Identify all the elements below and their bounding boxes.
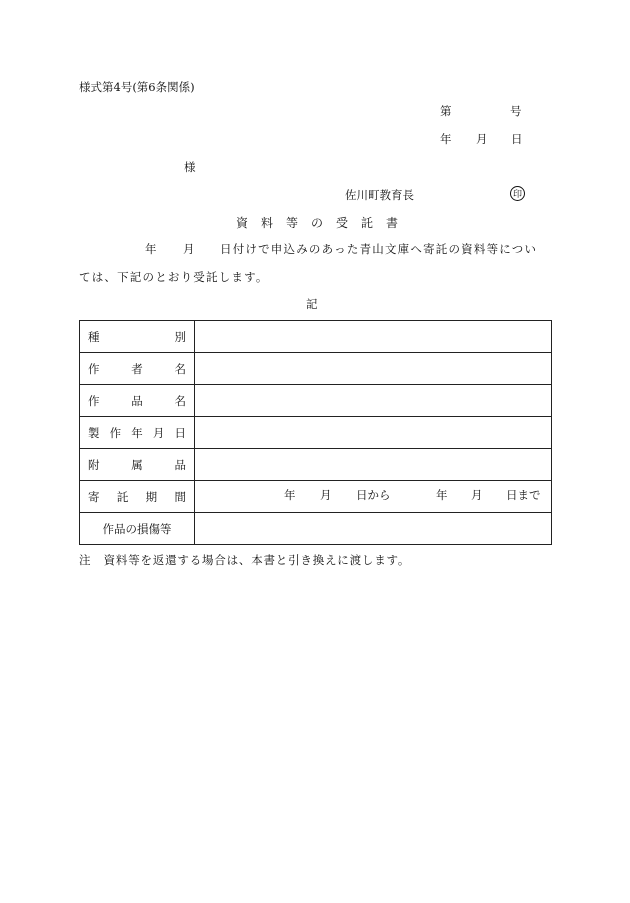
row-label-char: 作品の損傷等 — [102, 521, 172, 536]
date-month-label: 月 — [476, 132, 488, 146]
form-number-label: 様式第4号(第6条関係) — [79, 80, 195, 94]
row-label-char: 作 — [109, 425, 122, 440]
row-label-char: 期 — [145, 489, 158, 504]
deposit-details-table — [79, 320, 552, 545]
body-month-label: 月 — [183, 242, 195, 256]
seal-icon: 印 — [510, 186, 525, 201]
row-label-char: 別 — [174, 329, 186, 344]
table-row-accessories — [80, 449, 552, 481]
period-to-year: 年 — [436, 488, 448, 502]
row-label-char: 月 — [152, 425, 165, 440]
table-row-damage — [80, 513, 552, 545]
document-number-prefix: 第 — [440, 104, 452, 118]
date-day-label: 日 — [511, 132, 523, 146]
row-value-production-date[interactable] — [195, 417, 552, 449]
row-label — [80, 513, 195, 545]
row-value-work-title[interactable] — [195, 385, 552, 417]
row-label-char: 名 — [174, 393, 186, 408]
document-title: 資料等の受託書 — [236, 216, 412, 230]
row-label-char: 附 — [88, 457, 100, 472]
row-label-text — [88, 393, 186, 409]
row-label — [80, 417, 195, 449]
row-label-char: 寄 — [88, 489, 100, 504]
table-row-type — [80, 321, 552, 353]
row-label-char: 間 — [174, 489, 186, 504]
row-label-char: 託 — [116, 489, 129, 504]
date-year-label: 年 — [440, 132, 452, 146]
row-label-text — [88, 457, 186, 473]
period-to-day: 日まで — [506, 488, 541, 502]
row-label-text — [88, 489, 186, 505]
row-label — [80, 481, 195, 513]
row-label-text — [88, 521, 186, 537]
document-number-suffix: 号 — [510, 104, 522, 118]
row-label-char: 者 — [131, 361, 143, 376]
table-row-production-date — [80, 417, 552, 449]
ki-heading: 記 — [306, 297, 318, 311]
row-value-accessories[interactable] — [195, 449, 552, 481]
row-label-char: 種 — [88, 329, 100, 344]
row-value-type[interactable] — [195, 321, 552, 353]
row-label — [80, 353, 195, 385]
row-value-damage[interactable] — [195, 513, 552, 545]
row-label-char: 作 — [88, 361, 100, 376]
row-label-char: 年 — [131, 425, 143, 440]
row-value-deposit-period[interactable] — [195, 481, 552, 513]
issuer-name: 佐川町教育長 — [345, 188, 414, 202]
row-label-char: 品 — [131, 393, 143, 408]
row-label — [80, 449, 195, 481]
body-line-2: ては、下記のとおり受託します。 — [79, 270, 269, 284]
body-line-1-text: 日付けで申込みのあった青山文庫へ寄託の資料等につい — [220, 242, 538, 256]
period-text — [195, 481, 551, 512]
row-value-author[interactable] — [195, 353, 552, 385]
row-label — [80, 321, 195, 353]
row-label-text — [88, 329, 186, 345]
footnote: 注 資料等を返還する場合は、本書と引き換えに渡します。 — [79, 553, 411, 567]
addressee-honorific: 様 — [184, 160, 196, 174]
body-year-label: 年 — [145, 242, 157, 256]
row-label-char: 名 — [174, 361, 186, 376]
period-from-day: 日から — [356, 488, 391, 502]
row-label-text — [88, 361, 186, 377]
row-label-char: 属 — [131, 457, 143, 472]
period-to-month: 月 — [471, 488, 483, 502]
period-from-year: 年 — [284, 488, 296, 502]
row-label-char: 製 — [88, 425, 100, 440]
table-row-work-title — [80, 385, 552, 417]
row-label-text — [88, 425, 186, 441]
row-label-char: 作 — [88, 393, 100, 408]
table-row-deposit-period — [80, 481, 552, 513]
period-from-month: 月 — [320, 488, 332, 502]
row-label — [80, 385, 195, 417]
table-row-author — [80, 353, 552, 385]
row-label-char: 品 — [174, 457, 186, 472]
row-label-char: 日 — [174, 425, 186, 440]
